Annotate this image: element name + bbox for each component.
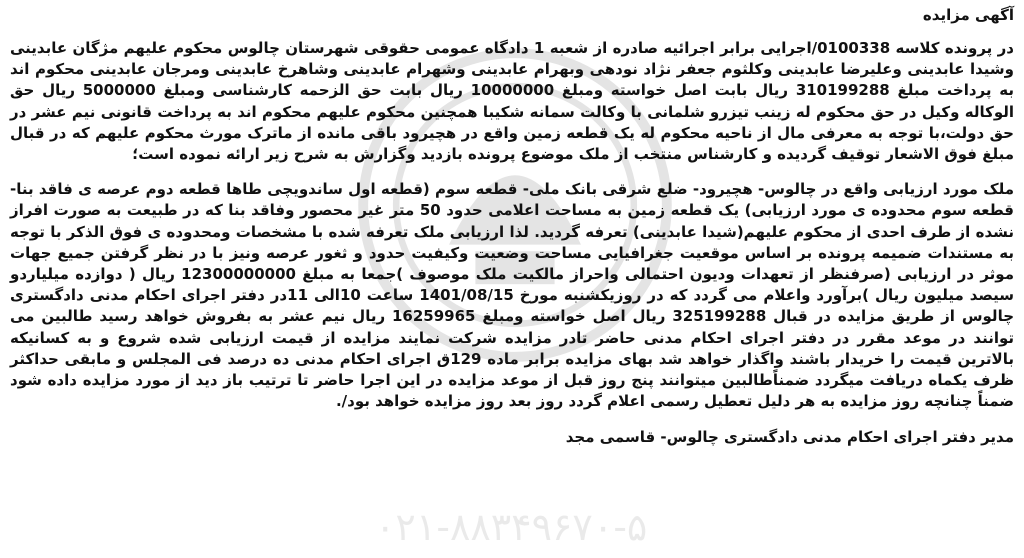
notice-signature: مدیر دفتر اجرای احکام مدنی دادگستری چالوس- قاسمی مجد (565, 428, 1014, 447)
notice-paragraph-1: در پرونده کلاسه 0100338/اجرایی برابر اجرائیه صادره از شعبه 1 دادگاه عمومی حقوقی شهرستان چالوس محکوم علیهم مژگان عابدینی وشیدا عابدینی وعلیرضا عابدینی وکلثوم جعفر نژاد نودهی وبهرام عابدینی وشهرام عابدینی وشاهرخ عابدینی ومرجان عابدینی محکوم اند به پرداخت مبلغ 310199288 ریال بابت اصل خواسته ومبلغ 10000000 ریال بابت حق الزحمه کارشناسی ومبلغ 5000000 ریال حق الوکاله وکیل در حق محکوم له زینب تیزرو شلمانی با وکالت سمانه شکیبا همچنین محکوم علیهم محکوم اند به پرداخت قانونی نیم عشر در حق دولت،با توجه به معرفی مال از ناحیه محکوم له یک قطعه زمین واقع در هچیرود باقی مانده از ماترک مورث محکوم علیهم که در قبال مبلغ فوق الاشعار توقیف گردیده و کارشناس منتخب از ملک موضوع پرونده بازدید وگزارش به شرح زیر ارائه نموده است؛ (10, 39, 1015, 164)
notice-paragraph-2: ملک مورد ارزیابی واقع در چالوس- هچیرود- ضلع شرقی بانک ملی- قطعه سوم (قطعه اول ساندویچی طاها قطعه دوم عرصه ی فاقد بنا- قطعه سوم محدوده ی مورد ارزیابی) یک قطعه زمین به مساحت اعلامی حدود 50 متر غیر محصور وفاقد بنا که در طبیعت به صورت افراز نشده از طرف احدی از محکوم علیهم(شیدا عابدینی) تعرفه گردید. لذا ارزیابی ملک تعرفه شده با مشخصات ومحدوده ی فوق الذکر با توجه به مستندات ضمیمه پرونده بر اساس موقعیت جغرافیایی مساحت وضعیت وکیفیت حدود و ثغور عرصه ونیز با در نظر گرفتن جمیع جهات موثر در ارزیابی (صرفنظر از تعهدات ودیون احتمالی واحراز مالکیت ملک موصوف )جمعا به مبلغ 12300000000 ریال ( دوازده میلیاردو سیصد میلیون ریال )برآورد واعلام می گردد که در روزیکشنبه مورخ 1401/08/15 ساعت 10الی 11در دفتر اجرای احکام مدنی دادگستری چالوس از طریق مزایده در قبال 325199288 ریال اصل خواسته ومبلغ 16259965 ریال نیم عشر به بفروش خواهد رسید طالبین می توانند در موعد مقرر در دفتر اجرای احکام مدنی حاضر تادر مزایده شرکت نمایند مزایده از قیمت ارزیابی شده شروع و به کسانیکه بالاترین قیمت را خریدار باشند واگذار خواهد شد بهای مزایده برابر ماده 129ق اجرای احکام مدنی ده درصد فی المجلس و مابقی حداکثر ظرف یکماه دریافت میگردد ضمناًطالبین میتوانند پنج روز قبل از موعد مزایده در این اجرا حاضر تا ترتیب باز دید از مورد مزایده داده شود ضمناً چنانچه روز مزایده به هر دلیل تعطیل رسمی اعلام گردد روز بعد روز مزایده خواهد بود/. (10, 180, 1015, 411)
watermark-phone: ۰۲۱-۸۸۳۴۹۶۷۰-۵ (375, 505, 648, 549)
auction-notice (10, 4, 1014, 448)
notice-title: آگهی مزایده (922, 6, 1014, 24)
